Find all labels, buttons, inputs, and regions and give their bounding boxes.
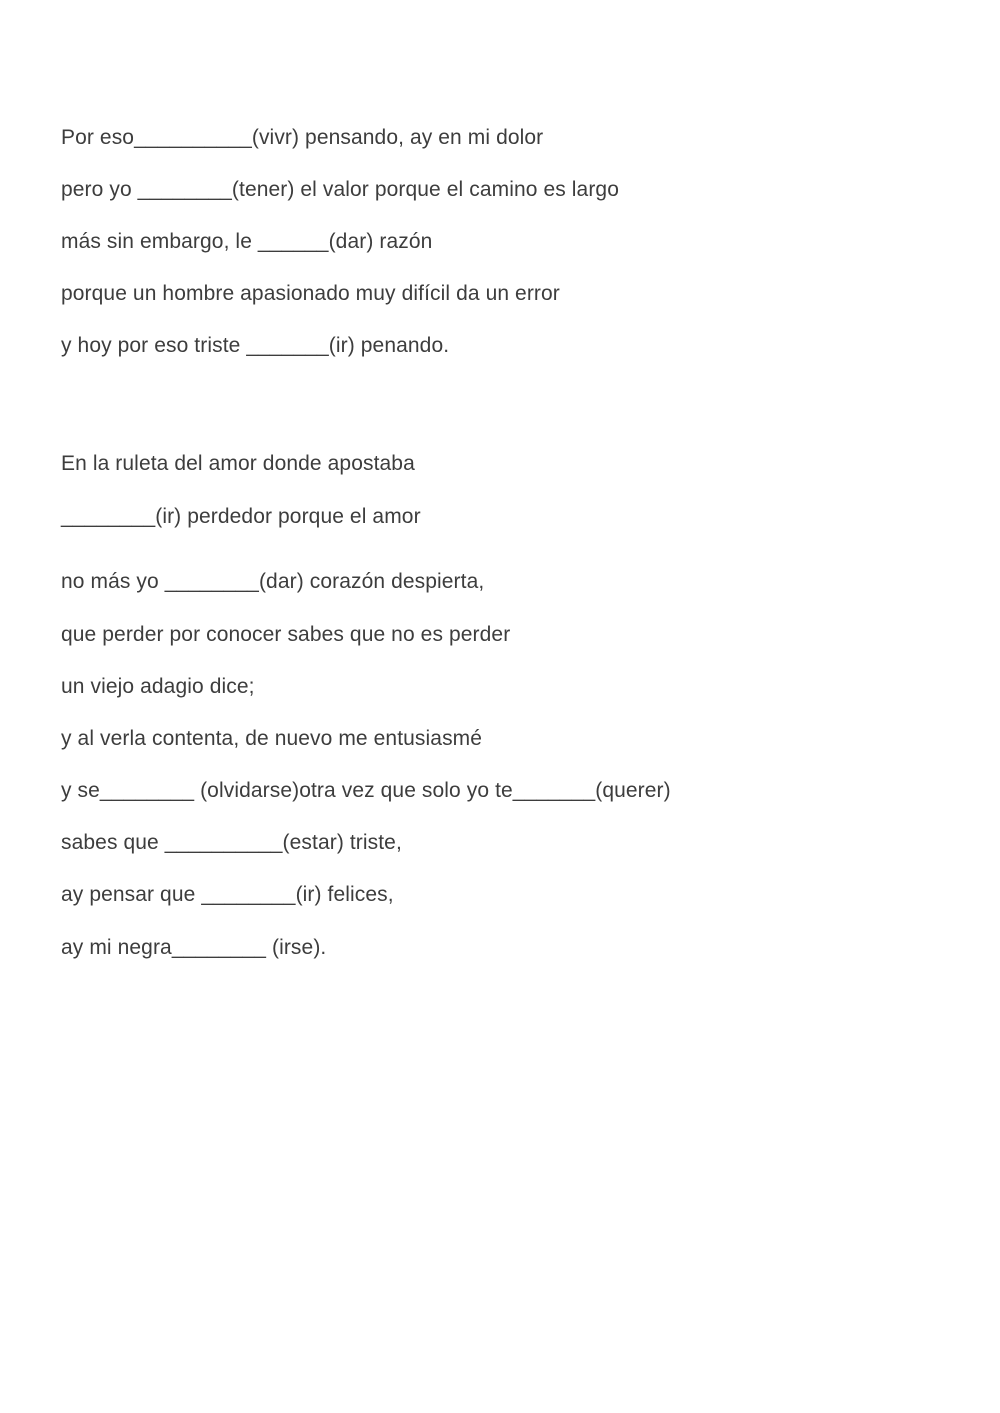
lyric-line: pero yo ________(tener) el valor porque el camino es largo <box>61 178 619 201</box>
lyric-line: ay mi negra________ (irse). <box>61 936 327 959</box>
lyric-line: y hoy por eso triste _______(ir) penando. <box>61 334 450 357</box>
lyric-line: y se________ (olvidarse)otra vez que solo yo te_______(querer) <box>61 779 671 802</box>
lyric-line: Por eso__________(vivr) pensando, ay en mi dolor <box>61 126 544 149</box>
lyric-line: ay pensar que ________(ir) felices, <box>61 883 394 906</box>
lyric-line: sabes que __________(estar) triste, <box>61 831 402 854</box>
lyric-line: porque un hombre apasionado muy difícil da un error <box>61 282 560 305</box>
lyric-line: ________(ir) perdedor porque el amor <box>61 505 421 528</box>
lyric-line: no más yo ________(dar) corazón despierta, <box>61 570 485 593</box>
lyric-line: más sin embargo, le ______(dar) razón <box>61 230 433 253</box>
lyric-line: y al verla contenta, de nuevo me entusiasmé <box>61 727 483 750</box>
lyric-line: que perder por conocer sabes que no es perder <box>61 623 511 646</box>
lyric-line: un viejo adagio dice; <box>61 675 255 698</box>
lyric-line: En la ruleta del amor donde apostaba <box>61 452 415 475</box>
